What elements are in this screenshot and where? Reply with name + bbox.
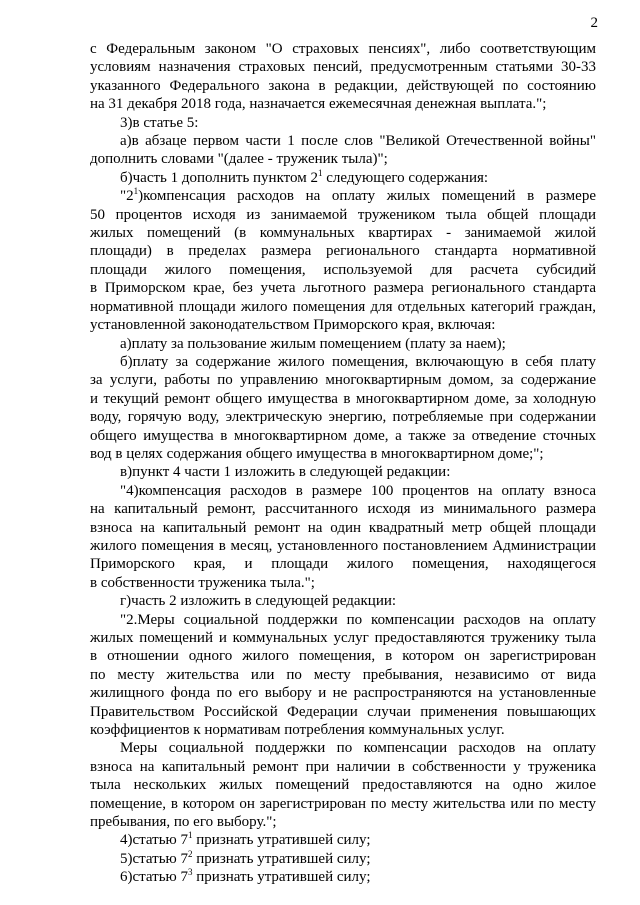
text-line: вод в целях содержания общего имущества в многоквартирном доме;"; (90, 445, 544, 462)
text-line: площади) в пределах размера регионального стандарта нормативной (90, 243, 596, 260)
text-line: "$2^1)компенсация$ расходов на оплату жилых помещений в размере (120, 186, 596, 205)
text-line: помещение, в котором он зарегистрирован по месту жительства или по месту (90, 795, 596, 812)
text-line: а)в абзаце первом части 1 после слов "Великой Отечественной войны" (120, 133, 596, 150)
text-line: жилого помещения в месяц, установленного постановлением Администрации (90, 537, 596, 554)
paragraph (90, 592, 596, 610)
paragraph (90, 132, 596, 169)
text-line: дополнить словами "(далее - труженик тыла)"; (90, 151, 388, 168)
text-line: жилых помещений и коммунальных услуг предоставляются труженику тыла (90, 630, 596, 646)
text-line: 3)в статье 5: (120, 114, 199, 131)
text-line: в Приморском крае, без учета льготного размера регионального стандарта (90, 280, 596, 297)
text-line: установленной законодательством Приморского края, включая: (90, 317, 496, 334)
text-line: воду, горячую воду, электрическую энергию, потребляемые при содержании (90, 409, 596, 426)
text-line: а)плату за пользование жилым помещением (плату за наем); (120, 335, 506, 352)
paragraph (90, 40, 596, 114)
text-line: и текущий ремонт общего имущества в многоквартирном доме, за холодную (90, 390, 596, 407)
text-line: по месту жительства или по месту пребывания, независимо от вида (90, 666, 596, 683)
paragraph (90, 114, 596, 132)
paragraph (90, 868, 596, 886)
text-line: "2.Меры социальной поддержки по компенсации расходов на оплату (120, 611, 596, 628)
text-line: взноса на капитальный ремонт при наличии в собственности у труженика (90, 758, 596, 775)
text-line: жилищного фонда по его выбору и не распространяются на установленные (90, 685, 596, 702)
text-line: Правительством Российской Федерации случаи применения повышающих (90, 703, 596, 720)
text-line: площади жилого помещения, используемой для расчета субсидий (90, 261, 596, 278)
paragraph (90, 187, 596, 334)
text-line: г)часть 2 изложить в следующей редакции: (120, 593, 397, 610)
text-line: указанного Федерального закона в редакции, действующей по состоянию (90, 77, 596, 94)
text-line: общего имущества в многоквартирном доме, а также за отведение сточных (90, 427, 596, 444)
paragraph (90, 353, 596, 463)
text-line: в)пункт 4 части 1 изложить в следующей редакции: (120, 464, 451, 481)
paragraph (90, 611, 596, 740)
text-line: 6)статью $7^3$ признать утратившей силу; (120, 867, 371, 886)
text-line: 4)статью $7^1$ признать утратившей силу; (120, 830, 371, 849)
text-line: тыла нескольких жилых помещений предоставляются на одно жилое (90, 777, 596, 794)
text-line: условиям назначения страховых пенсий, предусмотренным статьями 30-33 (90, 59, 596, 76)
text-line: Меры социальной поддержки по компенсации расходов на оплату (120, 740, 596, 757)
text-line: на капитальный ремонт, рассчитанного исходя из минимального размера (90, 501, 596, 518)
text-line: за услуги, работы по управлению многоквартирным домом, за содержание (90, 372, 596, 389)
text-line: пребывания, по его выбору."; (90, 814, 277, 831)
text-line: "4)компенсация расходов в размере 100 процентов на оплату взноса (120, 482, 596, 499)
text-line: б)плату за содержание жилого помещения, включающую в себя плату (120, 353, 596, 370)
text-line: 5)статью $7^2$ признать утратившей силу; (120, 848, 371, 867)
paragraph (90, 739, 596, 831)
page-number: 2 (590, 15, 598, 31)
text-line: с Федеральным законом "О страховых пенсиях", либо соответствующим (90, 41, 596, 57)
paragraph (90, 831, 596, 849)
text-line: б)часть 1 дополнить пунктом $2^1$ следующего содержания: (120, 167, 489, 186)
paragraph (90, 482, 596, 592)
text-line: коэффициентов к нормативам потребления коммунальных услуг. (90, 722, 505, 739)
paragraph (90, 463, 596, 481)
text-line: нормативной площади жилого помещения для отдельных категорий граждан, (90, 298, 596, 315)
document-body (90, 40, 596, 887)
paragraph (90, 850, 596, 868)
text-line: жилых помещений (в коммунальных квартирах - занимаемой жилой (90, 225, 596, 242)
text-line: взноса на капитальный ремонт на один квадратный метр общей площади (90, 519, 596, 536)
text-line: в отношении одного жилого помещения, в котором он зарегистрирован (90, 648, 596, 665)
paragraph (90, 335, 596, 353)
paragraph (90, 169, 596, 187)
text-line: Приморского края, и площади жилого помещения, находящегося (90, 556, 596, 573)
text-line: на 31 декабря 2018 года, назначается ежемесячная денежная выплата."; (90, 96, 547, 113)
text-line: 50 процентов исходя из занимаемой тружеником тыла общей площади (90, 206, 596, 223)
text-line: в собственности труженика тыла."; (90, 574, 315, 591)
